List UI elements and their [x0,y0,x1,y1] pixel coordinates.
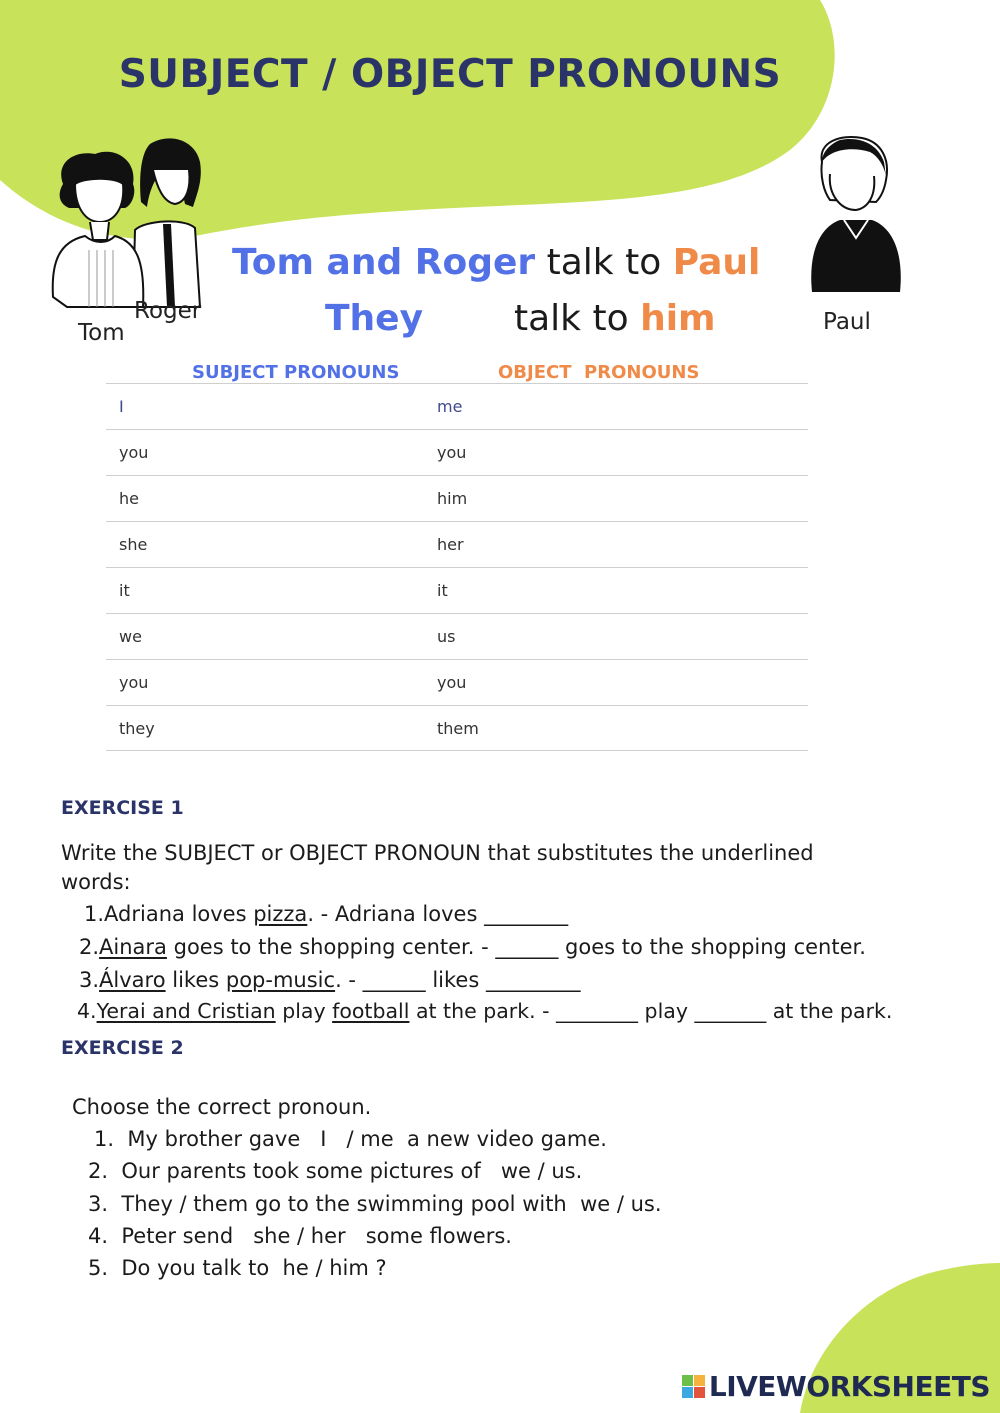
example-verb-1: talk to [546,242,662,283]
logo-text: LIVEWORKSHEETS [708,1370,990,1403]
object-cell: me [437,397,463,416]
logo-grid-icon [682,1375,705,1398]
item-text: play [275,999,333,1023]
underlined-word: Ainara [99,935,167,959]
table-row [106,659,808,705]
object-cell: him [437,489,468,508]
item-text: Adriana loves [104,902,254,926]
table-row [106,521,808,567]
item-text: at the park. - ________ play _______ at the park. [409,999,893,1023]
exercise-1-instruction-2: words: [61,870,131,894]
exercise-1-item-1 [84,902,568,926]
example-subject-1: Tom and Roger [232,242,536,283]
exercise-1-item-2 [79,935,866,959]
underlined-word: Álvaro [99,968,166,992]
object-cell: us [437,627,456,646]
exercise-2-item-5: 5. Do you talk to he / him ? [88,1256,387,1280]
example-object-1: Paul [672,242,761,283]
exercise-2-instruction: Choose the correct pronoun. [72,1095,372,1119]
underlined-word: pop-music [225,968,336,992]
subject-cell: we [119,627,142,646]
object-cell: her [437,535,464,554]
exercise-2-heading: EXERCISE 2 [61,1037,184,1059]
example-line-2-predicate [514,298,716,339]
label-tom: Tom [78,320,125,346]
underlined-word: Yerai and Cristian [96,999,276,1023]
example-line-1 [232,242,760,283]
object-cell: them [437,718,479,738]
example-subject-2: They [325,298,424,339]
tom-roger-illustration [45,132,210,312]
exercise-1-item-3 [79,968,580,992]
item-number: 1. [84,902,105,926]
page-title: SUBJECT / OBJECT PRONOUNS [118,52,782,97]
object-cell: it [437,581,448,600]
item-text: . - ______ likes _________ [335,968,581,992]
subject-cell: you [119,443,149,462]
header-subject-pronouns: SUBJECT PRONOUNS [192,362,400,383]
example-line-2-subject [325,298,423,339]
item-number: 4. [77,999,97,1023]
object-cell: you [437,673,467,692]
subject-cell: she [119,535,148,554]
exercise-2-item-1: 1. My brother gave I / me a new video game. [94,1127,607,1151]
item-number: 2. [79,935,100,959]
underlined-word: football [332,999,410,1023]
label-paul: Paul [823,309,871,335]
table-row [106,705,808,751]
table-row [106,383,808,429]
paul-illustration [800,132,910,300]
item-text: . - Adriana loves ________ [307,902,569,926]
subject-cell: it [119,581,130,600]
table-row [106,567,808,613]
table-row [106,475,808,521]
item-text: goes to the shopping center. - ______ goes to the shopping center. [166,935,866,959]
exercise-1-instruction-1: Write the SUBJECT or OBJECT PRONOUN that substitutes the underlined [61,841,814,865]
liveworksheets-logo [682,1370,990,1403]
pronoun-table [106,383,808,751]
subject-cell: they [119,718,155,738]
item-number: 3. [79,968,100,992]
subject-cell: he [119,489,139,508]
table-row [106,429,808,475]
example-verb-2: talk to [514,298,629,339]
exercise-2-item-4: 4. Peter send she / her some flowers. [88,1224,512,1248]
exercise-2-item-2: 2. Our parents took some pictures of we / us. [88,1159,583,1183]
item-text: likes [165,968,226,992]
exercise-2-item-3: 3. They / them go to the swimming pool with we / us. [88,1192,662,1216]
table-row [106,613,808,659]
exercise-1-heading: EXERCISE 1 [61,797,184,819]
example-object-2: him [640,298,716,339]
exercise-1-item-4 [77,999,892,1023]
subject-cell: you [119,673,149,692]
subject-cell: I [119,397,124,416]
object-cell: you [437,443,467,462]
underlined-word: pizza [253,902,308,926]
label-roger: Roger [134,298,202,324]
header-object-pronouns: OBJECT PRONOUNS [498,362,700,383]
